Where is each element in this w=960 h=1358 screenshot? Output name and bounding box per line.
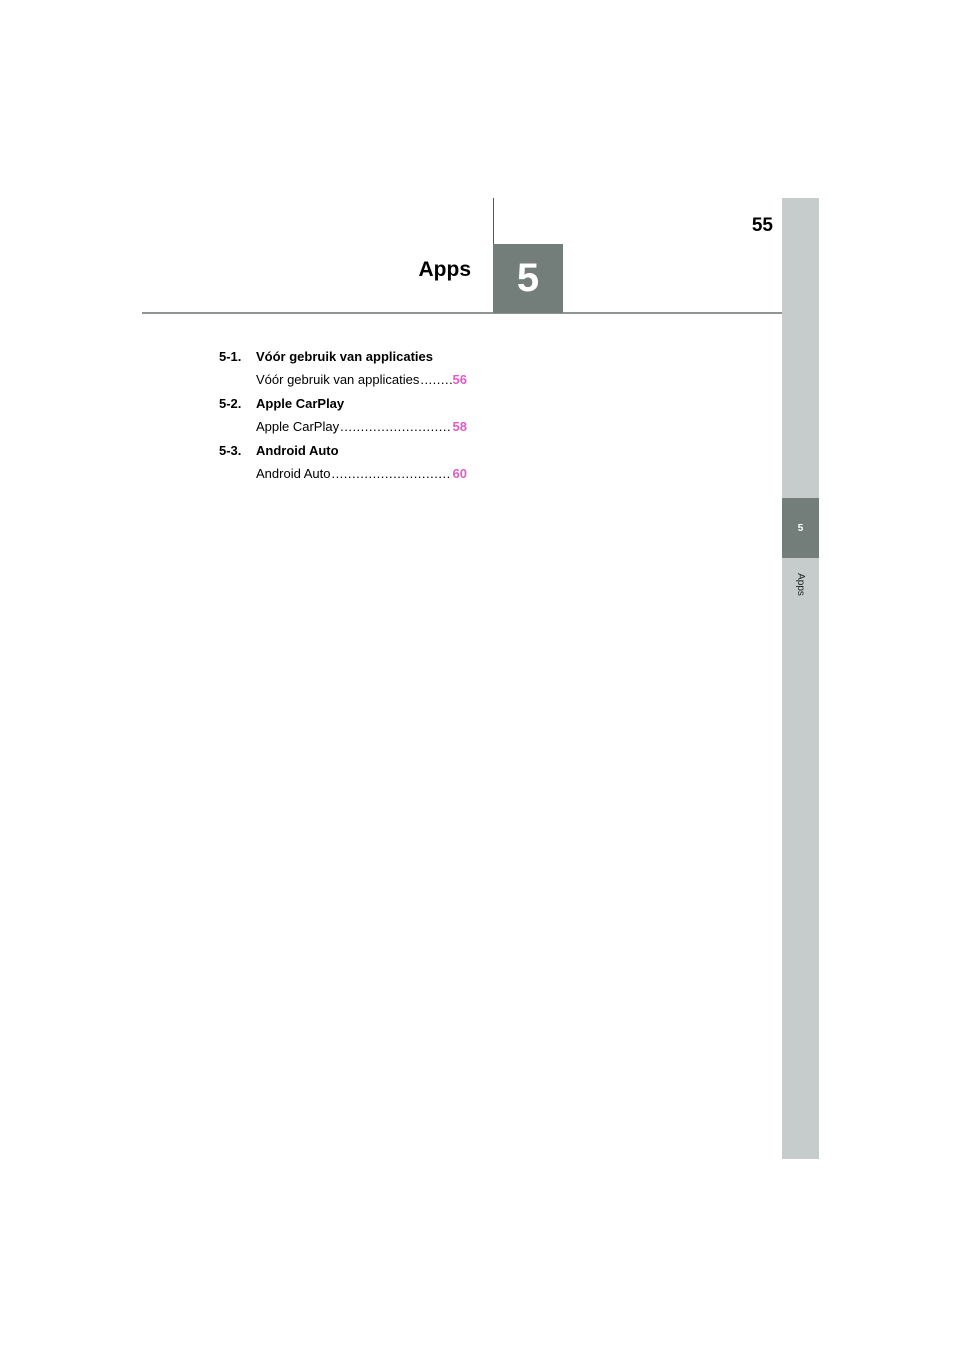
side-tab-label-text: Apps: [794, 572, 806, 596]
chapter-number-box: [493, 244, 563, 313]
toc-leader-dots: [331, 465, 451, 482]
side-tab-active-chapter[interactable]: [782, 498, 819, 558]
chapter-number: 5: [516, 256, 540, 300]
side-chapter-tab: [782, 198, 819, 1159]
toc-section-title: Vóór gebruik van applicaties: [256, 349, 433, 364]
toc-entry-text: Vóór gebruik van applicaties: [256, 372, 420, 387]
toc-leader-dots: [420, 371, 451, 388]
toc-entry[interactable]: [256, 371, 467, 388]
toc-entry-page-link[interactable]: 58: [452, 419, 467, 434]
toc-section-number: 5-2.: [219, 396, 242, 411]
header-vertical-rule: [493, 198, 494, 245]
toc-entry-page-link[interactable]: 56: [452, 372, 467, 387]
toc-section-title: Apple CarPlay: [256, 396, 345, 411]
toc-entry[interactable]: [256, 465, 467, 482]
toc-leader-dots: [340, 418, 451, 435]
toc-entry-text: Android Auto: [256, 466, 331, 481]
page-number: 55: [751, 215, 773, 236]
toc-entry[interactable]: [256, 418, 467, 435]
header-horizontal-rule: [142, 312, 782, 314]
side-tab-label: [782, 566, 819, 602]
toc-section-title: Android Auto: [256, 443, 339, 458]
toc-entry-text: Apple CarPlay: [256, 419, 340, 434]
toc-entry-page-link[interactable]: 60: [452, 466, 467, 481]
toc-section-number: 5-3.: [219, 443, 242, 458]
toc-section-number: 5-1.: [219, 349, 242, 364]
side-tab-number: 5: [797, 522, 804, 534]
chapter-title: Apps: [418, 258, 471, 281]
